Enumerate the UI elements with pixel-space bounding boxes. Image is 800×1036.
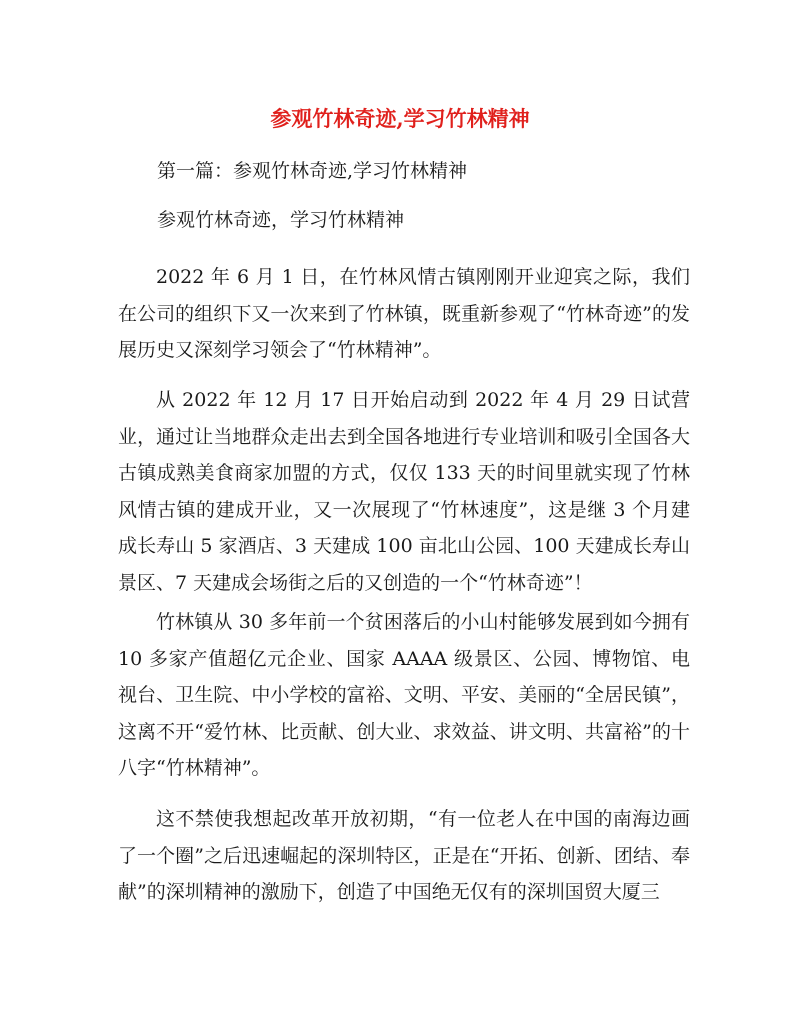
- document-title: 参观竹林奇迹,学习竹林精神: [270, 106, 530, 131]
- paragraph-2: 从 2022 年 12 月 17 日开始启动到 2022 年 4 月 29 日试营业，通过让当地群众走出去到全国各地进行专业培训和吸引全国各大古镇成熟美食商家加盟的方式，仅仅 133 天的时间里就实现了竹林风情古镇的建成开业，又一次展现了“竹林速度”，这是继 3 个月建成长寿山 5 家酒店、3 天建成 100 亩北山公园、100 天建成长寿山景区、7 天建成会场街之后的又创造的一个“竹林奇迹”！: [118, 389, 690, 594]
- paragraph-4: 这不禁使我想起改革开放初期，“有一位老人在中国的南海边画了一个圈”之后迅速崛起的深圳特区，正是在“开拓、创新、团结、奉献”的深圳精神的激励下，创造了中国绝无仅有的深圳国贸大厦三: [118, 808, 690, 904]
- paragraph-3: 竹林镇从 30 多年前一个贫困落后的小山村能够发展到如今拥有 10 多家产值超亿元企业、国家 AAAA 级景区、公园、博物馆、电视台、卫生院、中小学校的富裕、文明、平安、美丽的“全居民镇”，这离不开“爱竹林、比贡献、创大业、求效益、讲文明、共富裕”的十八字“竹林精神”。: [118, 611, 690, 780]
- section-heading: 第一篇：参观竹林奇迹,学习竹林精神: [157, 160, 468, 182]
- paragraph-1: 2022 年 6 月 1 日，在竹林风情古镇刚刚开业迎宾之际，我们在公司的组织下又一次来到了竹林镇，既重新参观了“竹林奇迹”的发展历史又深刻学习领会了“竹林精神”。: [118, 266, 690, 362]
- article-title: 参观竹林奇迹，学习竹林精神: [157, 209, 405, 231]
